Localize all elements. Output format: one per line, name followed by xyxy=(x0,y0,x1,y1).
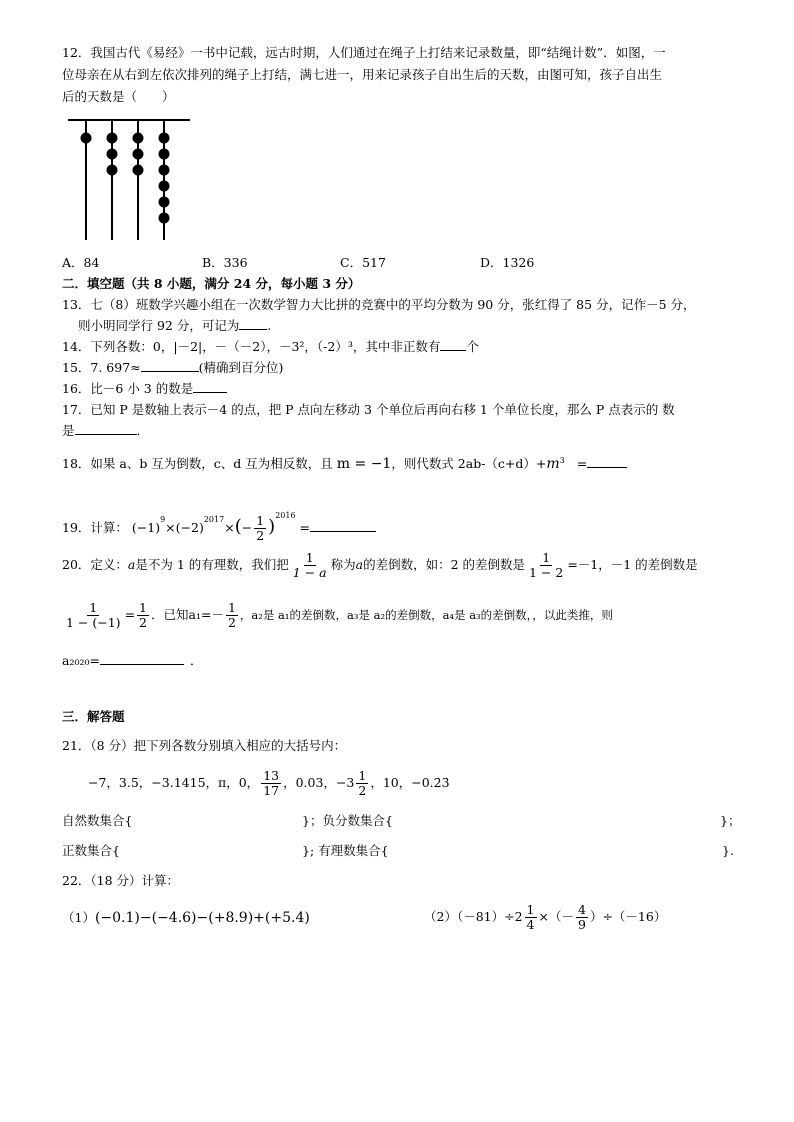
q21-title: 21．（8 分）把下列各数分别填入相应的大括号内： xyxy=(62,738,347,753)
q18-blank xyxy=(587,455,627,468)
q21-set-end: }； xyxy=(720,813,741,828)
q20-line3: a₂₀₂₀= ． xyxy=(62,653,203,668)
q13-line2: 则小明同学行 92 分，可记为 . xyxy=(78,318,272,333)
knot-rope-figure xyxy=(66,116,194,244)
q12-line2: 位母亲在从右到左依次排列的绳子上打结，满七进一，用来记录孩子自出生后的天数，由图可知，孩子自出生 xyxy=(62,67,663,82)
section3-heading: 三．解答题 xyxy=(62,709,125,724)
q19-blank xyxy=(310,519,376,532)
q18-condition: m = −1 xyxy=(336,456,392,473)
q16: 16．比－6 小 3 的数是 xyxy=(62,380,227,398)
q22-part1: （1）(−0.1)−(−4.6)−(+8.9)+(+5.4) xyxy=(62,910,310,926)
q12-line1: 12．我国古代《易经》一书中记载，远古时期，人们通过在绳子上打结来记录数量，即“结绳计数”．如图，一 xyxy=(62,45,666,60)
q17-line1: 17．已知 P 是数轴上表示－4 的点，把 P 点向左移动 3 个单位后再向右移 1 个单位长度，那么 P 点表示的 数 xyxy=(62,402,675,417)
q22-part2: （2）（－81）÷2 $\frac{1}{4}$ ×（－ $\frac{4}{9}$ ）÷（－16） xyxy=(424,902,667,932)
q19: 19．计算： $(-1)^9\times(-2)^{2017}\times(-$ $\frac{1}{2}$ )$^{2016}$ = xyxy=(62,502,376,530)
q20-blank xyxy=(100,652,184,665)
q20-line1: 20．定义：a是不为 1 的有理数，我们把 $\frac{1}{1 - a}$ 称为a的差倒数，如：2 的差倒数是 $\frac{1}{1 - 2}$ =－1，－1 的差倒数是 xyxy=(62,550,698,580)
q14-blank xyxy=(440,338,466,351)
q14: 14．下列各数：0，|－2|，－（－2），－3²，（-2）³，其中非正数有 个 xyxy=(62,339,479,354)
q21-set-end2: }. xyxy=(722,843,734,858)
section2-heading: 二．填空题（共 8 小题，满分 24 分，每小题 3 分） xyxy=(62,276,361,291)
q13-blank xyxy=(239,317,267,330)
q12-option-c: C．517 xyxy=(340,255,386,270)
q22-title: 22．（18 分）计算： xyxy=(62,873,180,888)
q12-option-d: D．1326 xyxy=(480,255,535,270)
q13-line1: 13．七（8）班数学兴趣小组在一次数学智力大比拼的竞赛中的平均分数为 90 分，张红得了 85 分，记作－5 分， xyxy=(62,297,696,312)
q17-line2: 是 . xyxy=(62,423,141,438)
q21-numbers: −7，3.5，−3.1415，π，0， $\frac{13}{17}$ ，0.03，−3 $\frac{1}{2}$ ，10，−0.2̇3̇ xyxy=(88,768,450,798)
q15-blank xyxy=(141,359,199,372)
q16-blank xyxy=(193,380,227,393)
q21-set-positive: 正数集合{ xyxy=(62,843,120,858)
q20-line2: $\frac{1}{1 - (-1)}$ = $\frac{1}{2}$ ．已知a₁=－ $\frac{1}{2}$ ，a₂是 a₁的差倒数，a₃是 a₂的差倒数，a₄是 a₃的差倒数，，以此类推，则 xyxy=(66,600,613,630)
q21-set-rational: }; 有理数集合{ xyxy=(302,843,389,858)
q17-blank xyxy=(75,422,137,435)
q18: 18．如果 a、b 互为倒数，c、d 互为相反数，且 m = −1，则代数式 $2ab-(c+d)+m^3$ = xyxy=(62,452,627,473)
q12-option-a: A．84 xyxy=(62,255,100,270)
q15: 15．7. 697≈ (精确到百分位) xyxy=(62,360,284,375)
q12-option-b: B．336 xyxy=(202,255,248,270)
q12-line3: 后的天数是（ ） xyxy=(62,89,175,104)
q21-set-negative-fraction: }；负分数集合{ xyxy=(302,813,393,828)
q21-set-natural: 自然数集合{ xyxy=(62,813,133,828)
